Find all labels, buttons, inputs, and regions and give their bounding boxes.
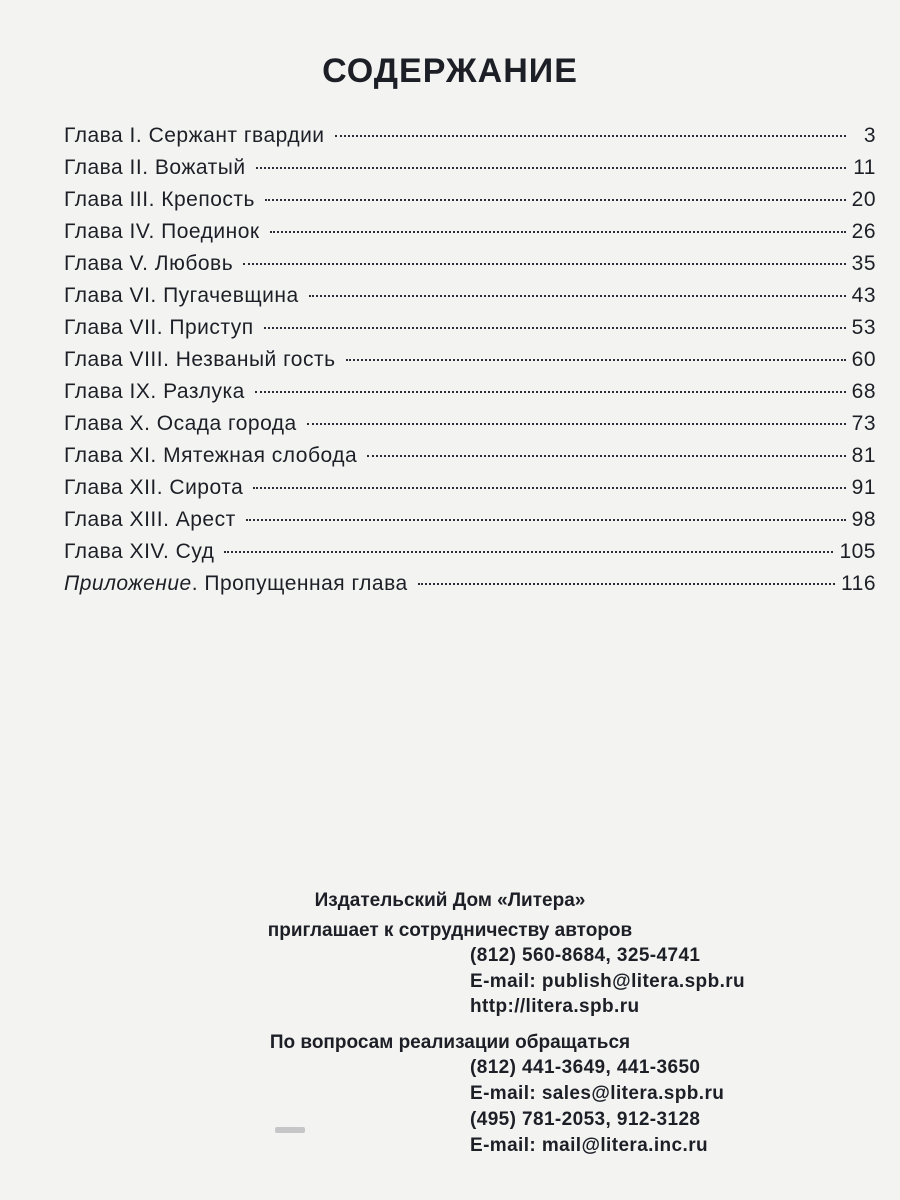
dot-leader xyxy=(246,519,846,521)
toc-label-text: Глава IV. Поединок xyxy=(64,220,260,243)
msk-phones: (495) 781-2053, 912-3128 xyxy=(470,1109,701,1130)
toc-row xyxy=(64,220,876,252)
dot-leader xyxy=(367,455,846,457)
toc-row xyxy=(64,540,876,572)
toc-label xyxy=(64,156,246,180)
dot-leader xyxy=(264,327,846,329)
table-of-contents xyxy=(64,124,876,604)
toc-page-number: 53 xyxy=(851,316,876,339)
sales-heading: По вопросам реализации обращаться xyxy=(269,1032,631,1053)
toc-page-number: 60 xyxy=(851,348,876,371)
toc-label-italic: Приложение xyxy=(64,572,192,595)
dot-leader xyxy=(307,423,846,425)
toc-label xyxy=(64,284,299,308)
toc-label-text: Глава X. Осада города xyxy=(64,412,297,435)
toc-page-number: 20 xyxy=(851,188,876,211)
toc-label-text: Глава II. Вожатый xyxy=(64,156,246,179)
publisher-name: Издательский Дом «Литера» xyxy=(314,890,586,911)
toc-label-text: . Пропущенная глава xyxy=(191,572,408,595)
website-url: http://litera.spb.ru xyxy=(470,996,640,1017)
toc-row xyxy=(64,284,876,316)
msk-email: E-mail: mail@litera.inc.ru xyxy=(470,1135,708,1156)
toc-row xyxy=(64,156,876,188)
spb-email: E-mail: sales@litera.spb.ru xyxy=(470,1083,725,1104)
toc-row xyxy=(64,508,876,540)
dot-leader xyxy=(224,551,833,553)
toc-label xyxy=(64,412,297,436)
toc-label xyxy=(64,316,254,340)
editorial-email: E-mail: publish@litera.spb.ru xyxy=(470,971,746,992)
toc-label xyxy=(64,476,243,500)
toc-label xyxy=(64,348,336,372)
toc-label-text: Глава IX. Разлука xyxy=(64,380,245,403)
toc-page-number: 11 xyxy=(853,156,876,179)
toc-label xyxy=(64,540,214,564)
toc-label-text: Глава V. Любовь xyxy=(64,252,234,275)
dot-leader xyxy=(270,231,846,233)
toc-page-number: 105 xyxy=(839,540,876,563)
toc-label xyxy=(64,508,236,532)
toc-label-text: Глава XIV. Суд xyxy=(64,540,215,563)
publisher-invitation: приглашает к сотрудничеству авторов xyxy=(267,920,633,941)
spb-phones-row xyxy=(0,1057,900,1081)
toc-label xyxy=(64,572,408,596)
toc-page-number: 68 xyxy=(851,380,876,403)
toc-label-text: Глава III. Крепость xyxy=(64,188,255,211)
msk-email-row xyxy=(0,1135,900,1159)
toc-label-text: Глава XII. Сирота xyxy=(64,476,244,499)
dot-leader xyxy=(346,359,846,361)
toc-page-number: 81 xyxy=(851,444,876,467)
toc-page-number: 98 xyxy=(851,508,876,531)
dot-leader xyxy=(418,583,835,585)
website-row xyxy=(0,996,900,1020)
toc-row xyxy=(64,316,876,348)
dot-leader xyxy=(256,167,846,169)
toc-label-text: Глава XI. Мятежная слобода xyxy=(64,444,358,467)
toc-row xyxy=(64,252,876,284)
toc-row xyxy=(64,124,876,156)
toc-label xyxy=(64,124,325,148)
toc-page-number: 43 xyxy=(851,284,876,307)
toc-label-text: Глава XIII. Арест xyxy=(64,508,236,531)
ink-smudge xyxy=(275,1127,305,1133)
toc-page-number: 116 xyxy=(841,572,876,595)
toc-page-number: 26 xyxy=(851,220,876,243)
toc-page-number: 3 xyxy=(863,124,876,147)
toc-page-number: 35 xyxy=(851,252,876,275)
dot-leader xyxy=(243,263,845,265)
toc-label-text: Глава VIII. Незваный гость xyxy=(64,348,336,371)
editorial-email-row xyxy=(0,971,900,995)
dot-leader xyxy=(255,391,846,393)
spb-email-row xyxy=(0,1083,900,1107)
dot-leader xyxy=(309,295,846,297)
dot-leader xyxy=(265,199,846,201)
toc-row xyxy=(64,188,876,220)
toc-page-number: 91 xyxy=(851,476,876,499)
toc-row xyxy=(64,348,876,380)
toc-row xyxy=(64,380,876,412)
toc-label xyxy=(64,188,255,212)
toc-row xyxy=(64,444,876,476)
toc-label-text: Глава I. Сержант гвардии xyxy=(64,124,325,147)
toc-label-text: Глава VI. Пугачевщина xyxy=(64,284,299,307)
toc-label xyxy=(64,220,260,244)
toc-label xyxy=(64,252,233,276)
toc-row xyxy=(64,572,876,604)
toc-row xyxy=(64,412,876,444)
editorial-phones: (812) 560-8684, 325-4741 xyxy=(470,945,701,966)
toc-row xyxy=(64,476,876,508)
spb-phones: (812) 441-3649, 441-3650 xyxy=(470,1057,701,1078)
toc-label xyxy=(64,444,357,468)
editorial-phones-row xyxy=(0,945,900,969)
dot-leader xyxy=(335,135,846,137)
page-title: СОДЕРЖАНИЕ xyxy=(322,52,578,90)
toc-label xyxy=(64,380,245,404)
msk-phones-row xyxy=(0,1109,900,1133)
toc-label-text: Глава VII. Приступ xyxy=(64,316,254,339)
toc-page-number: 73 xyxy=(851,412,876,435)
dot-leader xyxy=(253,487,845,489)
